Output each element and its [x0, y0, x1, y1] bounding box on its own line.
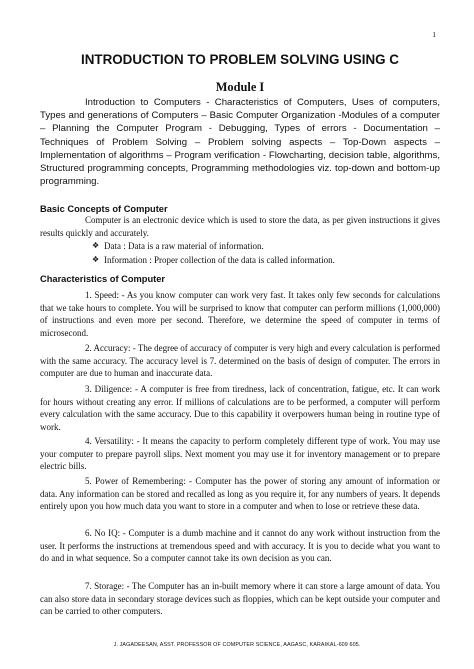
characteristics-heading: Characteristics of Computer — [40, 274, 166, 284]
diamond-bullet-icon: ❖ — [92, 241, 100, 250]
list-item-text: Data : Data is a raw material of information. — [104, 241, 264, 251]
page-number: 1 — [432, 30, 436, 39]
list-item-text: Information : Proper collection of the data is called information. — [104, 255, 335, 265]
module-title: Module I — [215, 80, 265, 94]
list-item — [92, 239, 440, 253]
page-footer: J. JAGADEESAN, ASST. PROFESSOR OF COMPUTER SCIENCE, AAGASC, KARAIKAL-609 605. — [113, 642, 361, 648]
characteristic-power-of-remembering: 5. Power of Remembering: - Computer has the power of storing any amount of information or data. Any information can be stored and recalled as long as you require it, for any numbers of years. It depends entirely upon you how much data you want to store in a computer and when to lose or retrieve these data. — [40, 476, 440, 512]
diamond-bullet-icon: ❖ — [92, 255, 100, 264]
characteristic-no-iq: 6. No IQ: - Computer is a dumb machine and it cannot do any work without instruction from the user. It performs the instructions at tremendous speed and with accuracy. It is you to decide what you want to do and in what sequence. So a computer cannot take its own decision as you can. — [40, 528, 440, 564]
basic-concepts-intro: Computer is an electronic device which is used to store the data, as per given instructions it gives results quickly and accurately. — [40, 215, 440, 238]
basic-concepts-heading: Basic Concepts of Computer — [40, 204, 168, 214]
syllabus-paragraph: Introduction to Computers - Characteristics of Computers, Uses of computers, Types and generations of Computers – Basic Computer Organization -Modules of a computer – Planning the Computer Program - Debugging, Types of errors - Documentation – Techniques of Problem Solving – Problem solving aspects – Top-Down aspects – Implementation of algorithms – Program verification - Flowcharting, decision table, algorithms, Structured programming concepts, Programming methodologies viz. top-down and bottom-up programming. — [40, 97, 440, 188]
characteristic-storage: 7. Storage: - The Computer has an in-built memory where it can store a large amount of data. You can also store data in secondary storage devices such as floppies, which can be kept outside your computer and can be carried to other computers. — [40, 581, 440, 617]
definition-list — [92, 239, 440, 267]
characteristic-versatility: 4. Versatility: - It means the capacity to perform completely different type of work. You may use your computer to prepare payroll slips. Next moment you may use it for inventory management or to prepare electric bills. — [40, 436, 440, 472]
characteristic-diligence: 3. Diligence: - A computer is free from tiredness, lack of concentration, fatigue, etc. It can work for hours without creating any error. If millions of calculations are to be performed, a computer will perform every calculation with the same accuracy. Due to this capability it overpowers human being in routine type of work. — [40, 384, 440, 432]
document-title: INTRODUCTION TO PROBLEM SOLVING USING C — [81, 52, 399, 67]
list-item — [92, 253, 440, 267]
characteristic-accuracy: 2. Accuracy: - The degree of accuracy of computer is very high and every calculation is performed with the same accuracy. The accuracy level is 7. determined on the basis of design of computer. The errors in computer are due to human and inaccurate data. — [40, 343, 440, 379]
characteristic-speed: 1. Speed: - As you know computer can work very fast. It takes only few seconds for calculations that we take hours to complete. You will be surprised to know that computer can perform millions (1,000,000) of instructions and even more per second. Therefore, we determine the speed of computer in terms of microsecond. — [40, 290, 440, 338]
